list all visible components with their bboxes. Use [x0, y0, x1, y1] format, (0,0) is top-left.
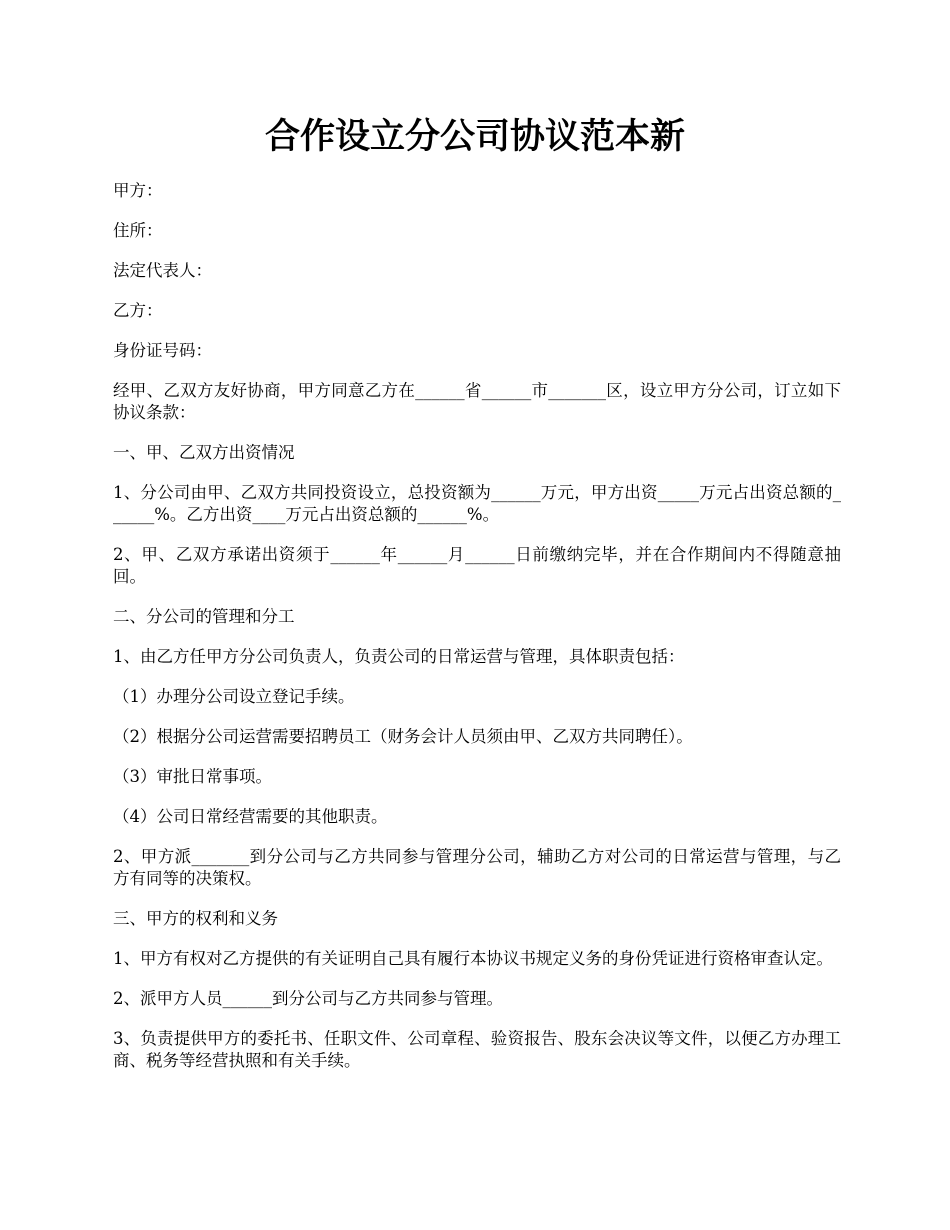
clause-management-2: 2、甲方派_______到分公司与乙方共同参与管理分公司，辅助乙方对公司的日常运营与管理，与乙方有同等的决策权。 — [113, 847, 841, 888]
clause-party-a-1: 1、甲方有权对乙方提供的有关证明自己具有履行本协议书规定义务的身份凭证进行资格审查认定。 — [113, 949, 833, 968]
duty-item-2: （2）根据分公司运营需要招聘员工（财务会计人员须由甲、乙双方共同聘任）。 — [113, 727, 693, 746]
clause-party-a-2: 2、派甲方人员______到分公司与乙方共同参与管理。 — [113, 989, 503, 1008]
clause-party-a-3: 3、负责提供甲方的委托书、任职文件、公司章程、验资报告、股东会决议等文件，以便乙方办理工商、税务等经营执照和有关手续。 — [113, 1029, 841, 1070]
clause-management-1: 1、由乙方任甲方分公司负责人，负责公司的日常运营与管理，具体职责包括： — [113, 647, 685, 666]
clause-contribution-1: 1、分公司由甲、乙双方共同投资设立，总投资额为______万元，甲方出资_____万元占出资总额的______%。乙方出资____万元占出资总额的______%。 — [113, 483, 841, 524]
party-b-label: 乙方： — [113, 301, 163, 320]
party-a-label: 甲方： — [113, 181, 163, 200]
section-heading-contribution: 一、甲、乙双方出资情况 — [113, 443, 295, 462]
duty-item-4: （4）公司日常经营需要的其他职责。 — [113, 807, 388, 826]
document-body — [113, 180, 841, 1090]
document-title: 合作设立分公司协议范本新 — [264, 116, 685, 157]
duty-item-3: （3）审批日常事项。 — [113, 767, 272, 786]
legal-representative-label: 法定代表人： — [113, 261, 212, 280]
section-heading-party-a-rights: 三、甲方的权利和义务 — [113, 909, 278, 928]
duty-item-1: （1）办理分公司设立登记手续。 — [113, 687, 355, 706]
id-number-label: 身份证号码： — [113, 341, 212, 360]
intro-paragraph: 经甲、乙双方友好协商，甲方同意乙方在______省______市_______区，设立甲方分公司，订立如下协议条款： — [113, 381, 841, 422]
address-label: 住所： — [113, 221, 163, 240]
section-heading-management: 二、分公司的管理和分工 — [113, 607, 295, 626]
clause-contribution-2: 2、甲、乙双方承诺出资须于______年______月______日前缴纳完毕，并在合作期间内不得随意抽回。 — [113, 545, 841, 586]
